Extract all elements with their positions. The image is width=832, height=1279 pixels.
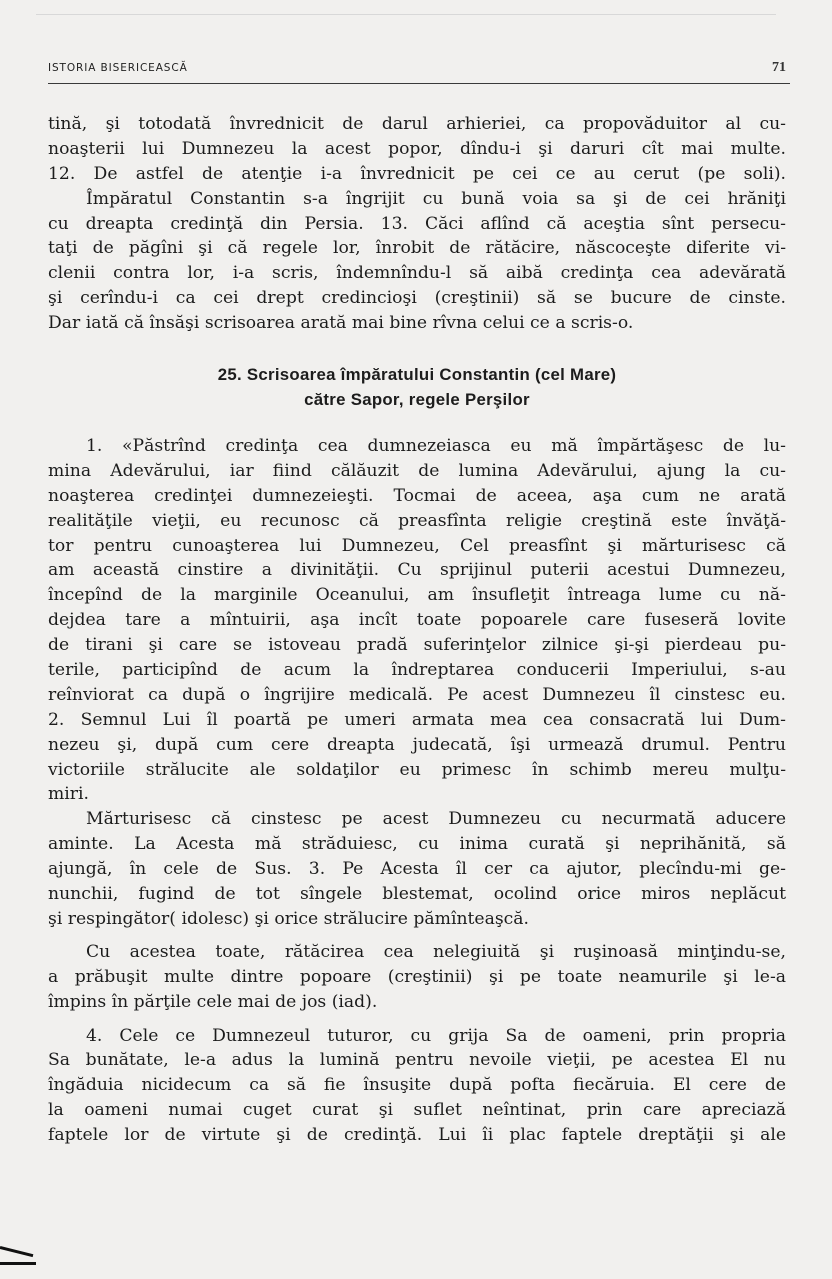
- scan-edge-line: [36, 14, 776, 15]
- text-line: nunchii, fugind de tot sîngele blestemat, ocolind orice miros neplăcut: [48, 884, 786, 905]
- text-line: noaşterea credinţei dumnezeieşti. Tocmai de aceea, aşa cum ne arată: [48, 485, 786, 506]
- text-line: începînd de la marginile Oceanului, am însufleţit întreaga lume cu nă-: [48, 585, 786, 606]
- intro-paragraph: [48, 112, 786, 336]
- paragraph-1: [48, 434, 786, 807]
- section-subtitle: către Sapor, regele Perşilor: [304, 390, 530, 410]
- text-line: faptele lor de virtute şi de credinţă. Lui îi plac faptele dreptăţii şi ale: [48, 1125, 786, 1146]
- scan-corner-mark-tail: [0, 1262, 36, 1265]
- paragraph-3: [48, 940, 786, 1015]
- header-rule: [48, 83, 790, 84]
- text-line: 12. De astfel de atenţie i-a învrednicit pe cei ce au cerut (pe soli).: [48, 163, 786, 184]
- text-line: victoriile strălucite ale soldaţilor eu primesc în schimb mereu mulţu-: [48, 759, 786, 780]
- text-line: şi respingător( idolesc) şi orice strălucire pămînteaşcă.: [48, 908, 530, 929]
- text-line: tină, şi totodată învrednicit de darul arhieriei, ca propovăduitor al cu-: [48, 114, 786, 134]
- text-line: Împăratul Constantin s-a îngrijit cu bună voia sa şi de cei hrăniţi: [86, 188, 786, 209]
- text-line: nezeu şi, după cum cere dreapta judecată, îşi urmează drumul. Pentru: [48, 734, 786, 755]
- scan-corner-mark: [0, 1246, 33, 1257]
- text-line: Dar iată că însăşi scrisoarea arată mai bine rîvna celui ce a scris-o.: [48, 313, 634, 334]
- text-line: noaşterii lui Dumnezeu la acest popor, dîndu-i şi daruri cît mai multe.: [48, 138, 786, 159]
- page-number: 71: [772, 60, 786, 75]
- paragraph-4: [48, 1024, 786, 1148]
- page-header: [48, 58, 790, 80]
- text-line: taţi de păgîni şi că regele lor, înrobit de rătăcire, născoceşte diferite vi-: [48, 238, 786, 259]
- text-line: împins în părţile cele mai de jos (iad).: [48, 991, 378, 1012]
- text-line: de tirani şi care se istoveau pradă suferinţelor zilnice şi-şi pierdeau pu-: [48, 635, 786, 656]
- text-line: tor pentru cunoaşterea lui Dumnezeu, Cel preasfînt şi mărturisesc că: [48, 535, 786, 556]
- text-line: Mărturisesc că cinstesc pe acest Dumnezeu cu necurmată aducere: [86, 809, 786, 830]
- text-line: cu dreapta credinţă din Persia. 13. Căci aflînd că aceştia sînt persecu-: [48, 213, 786, 234]
- text-line: şi cerîndu-i ca cei drept credincioşi (creştinii) să se bucure de cinste.: [48, 288, 786, 309]
- text-line: reînviorat ca după o îngrijire medicală. Pe acest Dumnezeu îl cinstesc eu.: [48, 684, 786, 705]
- text-line: îngăduia nicidecum ca să fie însuşite după pofta fiecăruia. El cere de: [48, 1075, 786, 1096]
- text-line: la oameni numai cuget curat şi suflet neîntinat, prin care apreciază: [48, 1100, 786, 1121]
- text-line: dejdea tare a mîntuirii, aşa incît toate popoarele care fuseseră lovite: [48, 610, 786, 631]
- text-line: clenii contra lor, i-a scris, îndemnîndu-l să aibă credinţa cea adevărată: [48, 263, 786, 284]
- text-line: 2. Semnul Lui îl poartă pe umeri armata mea cea consacrată lui Dum-: [48, 709, 786, 730]
- running-head: ISTORIA BISERICEASCĂ: [48, 62, 188, 74]
- text-line: 4. Cele ce Dumnezeul tuturor, cu grija Sa de oameni, prin propria: [86, 1025, 786, 1046]
- text-line: ajungă, în cele de Sus. 3. Pe Acesta îl cer ca ajutor, plecîndu-mi ge-: [48, 859, 786, 880]
- text-line: Cu acestea toate, rătăcirea cea nelegiuită şi ruşinoasă minţindu-se,: [86, 941, 786, 962]
- text-line: realităţile vieţii, eu recunosc că preasfînta religie creştină este învăţă-: [48, 510, 786, 531]
- text-line: Sa bunătate, le-a adus la lumină pentru nevoile vieţii, pe acestea El nu: [48, 1050, 786, 1071]
- paragraph-2: [48, 807, 786, 931]
- text-line: a prăbuşit multe dintre popoare (creştinii) şi pe toate neamurile şi le-a: [48, 966, 786, 987]
- text-line: mina Adevărului, iar fiind călăuzit de lumina Adevărului, ajung la cu-: [48, 460, 786, 481]
- text-line: 1. «Păstrînd credinţa cea dumnezeiasca eu mă împărtăşesc de lu-: [86, 436, 786, 457]
- text-line: terile, participînd de acum la îndreptarea conducerii Imperiului, s-au: [48, 660, 786, 681]
- section-title: 25. Scrisoarea împăratului Constantin (cel Mare): [217, 365, 617, 385]
- page-body: [48, 112, 786, 1148]
- text-line: aminte. La Acesta mă străduiesc, cu inima curată şi neprihănită, să: [48, 834, 786, 855]
- text-line: am această cinstire a divinităţii. Cu sprijinul puterii acestui Dumnezeu,: [48, 560, 786, 581]
- text-line: miri.: [48, 784, 89, 805]
